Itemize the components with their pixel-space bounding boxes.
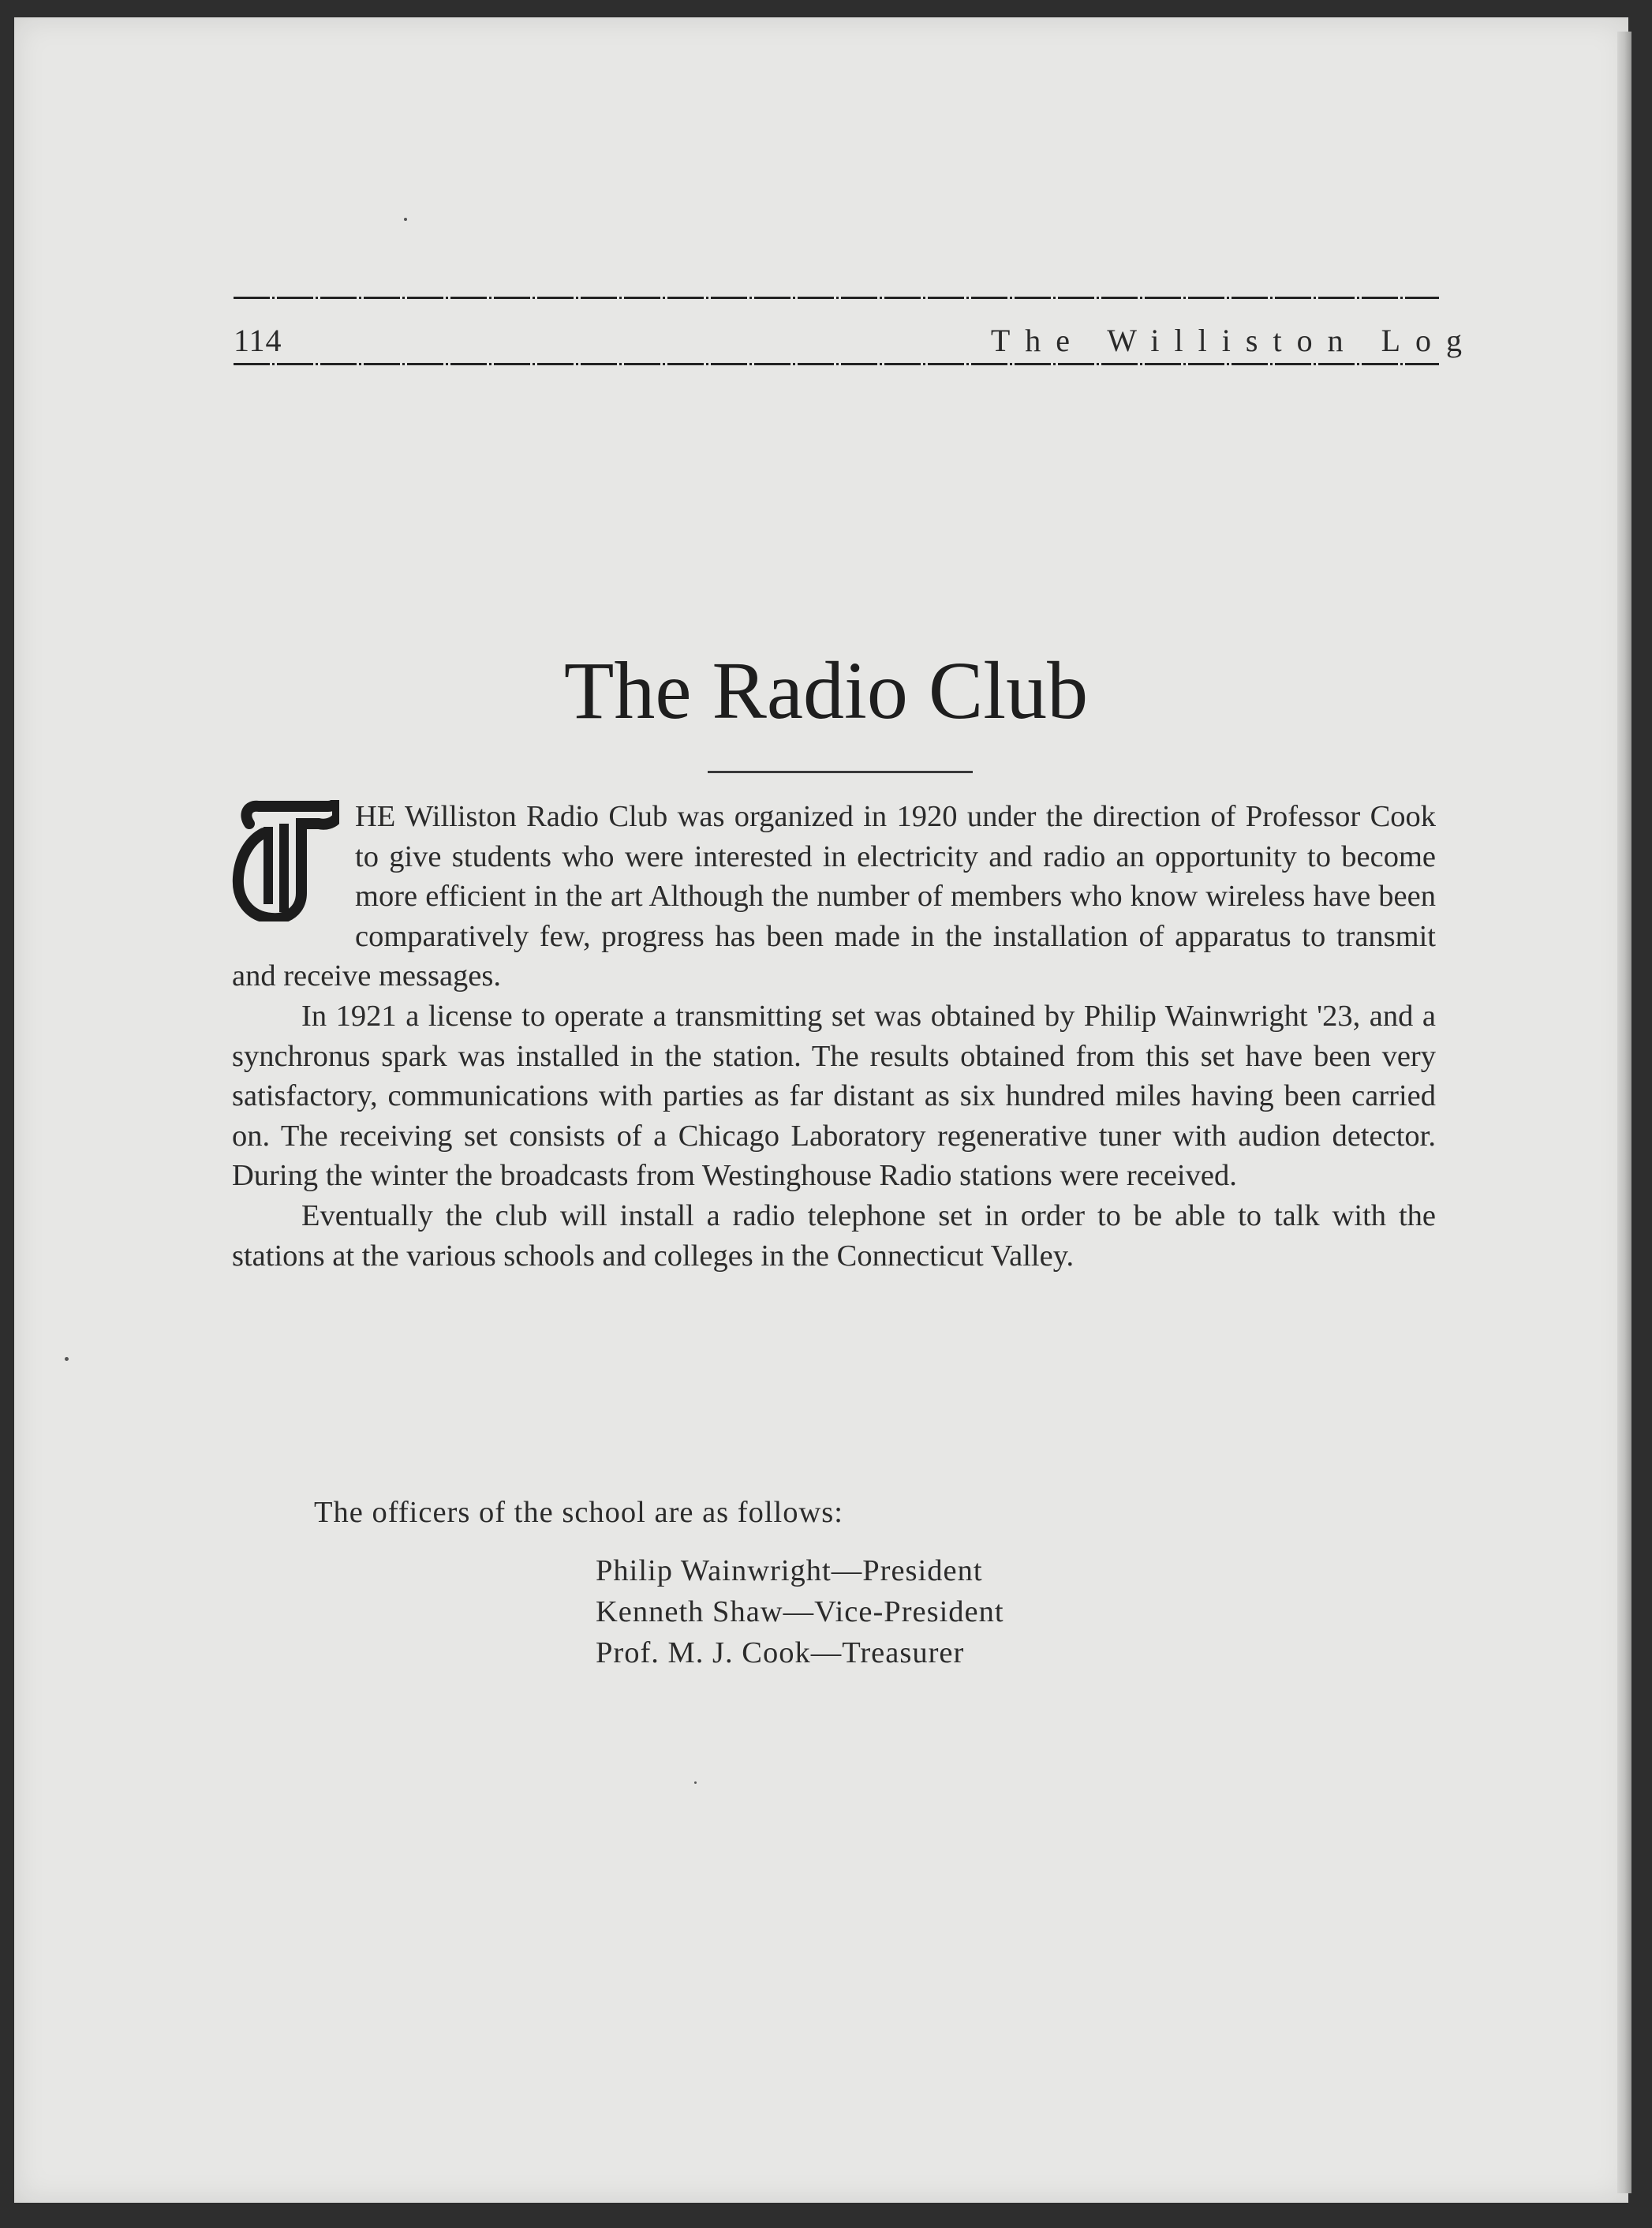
officer-entry: Kenneth Shaw—Vice-President — [596, 1595, 1004, 1628]
header-rule-top — [234, 297, 1439, 299]
officers-list — [596, 1550, 1004, 1673]
paper-speck — [65, 1357, 69, 1361]
paragraph-2: In 1921 a license to operate a transmitting set was obtained by Philip Wainwright '23, and a synchronus spark was installed in the station. The results obtained from this set have been very satisfactory, communications with parties as far distant as six hundred miles having been carried on. The receiving set consists of a Chicago Laboratory regenerative tuner with audion detector. During the winter the broadcasts from Westinghouse Radio stations were received. — [232, 999, 1436, 1193]
running-head: The Williston Log — [990, 323, 1477, 358]
officer-entry: Prof. M. J. Cook—Treasurer — [596, 1636, 965, 1669]
paragraph-1 — [232, 797, 1436, 996]
page-edge — [1617, 32, 1631, 2193]
header-rule-bottom — [234, 363, 1439, 365]
paper-speck — [404, 218, 407, 221]
drop-cap-ornament — [232, 800, 339, 921]
officer-entry: Philip Wainwright—President — [596, 1554, 983, 1587]
paragraph-1-text: HE Williston Radio Club was organized in 1920 under the direction of Professor Cook to give students who were interested in electricity and radio an opportunity to become more efficient in the art Although the number of members who know wireless have been comparatively few, progress has been made in the installation of apparatus to transmit and receive messages. — [232, 800, 1436, 993]
article-body — [232, 797, 1436, 1276]
officers-intro: The officers of the school are as follows: — [314, 1496, 843, 1529]
paragraph-3: Eventually the club will install a radio telephone set in order to be able to talk with the stations at the various schools and colleges in the Connecticut Valley. — [232, 1198, 1436, 1273]
page-number: 114 — [234, 323, 282, 358]
article-title: The Radio Club — [563, 645, 1089, 736]
title-rule — [708, 771, 973, 773]
paper-speck — [694, 1781, 697, 1784]
